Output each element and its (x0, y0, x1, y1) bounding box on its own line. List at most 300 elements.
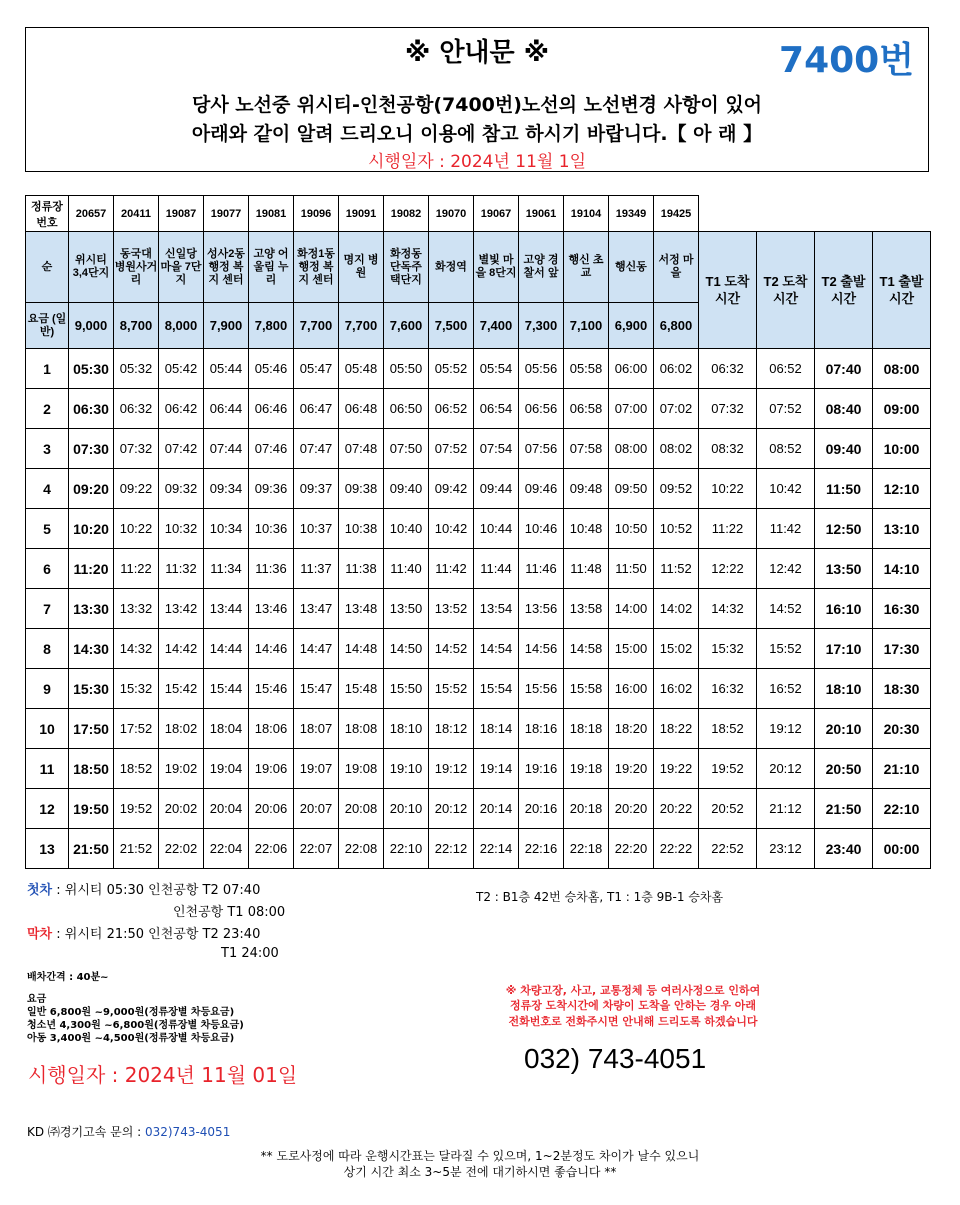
departure-time: 11:20 (69, 549, 114, 589)
stop-name: 별빛 마을 8단지 (474, 232, 519, 303)
departure-time: 11:46 (519, 549, 564, 589)
departure-time: 07:32 (114, 429, 159, 469)
stop-name: 서정 마을 (654, 232, 699, 303)
first-bus-info: 첫차 : 위시티 05:30 인천공항 T2 07:40 (27, 883, 261, 898)
departure-time: 07:42 (159, 429, 204, 469)
departure-time: 14:32 (114, 629, 159, 669)
departure-time: 20:02 (159, 789, 204, 829)
departure-time: 05:52 (429, 349, 474, 389)
departure-time: 15:54 (474, 669, 519, 709)
departure-time: 05:58 (564, 349, 609, 389)
table-row (26, 709, 931, 749)
table-row (26, 629, 931, 669)
departure-time: 15:56 (519, 669, 564, 709)
warning-line-3: 전화번호로 전화주시면 안내해 드리도록 하겠습니다 (508, 1015, 758, 1028)
stop-name: 위시티 3,4단지 (69, 232, 114, 303)
departure-time: 09:20 (69, 469, 114, 509)
departure-time: 22:10 (873, 789, 931, 829)
departure-time: 06:02 (654, 349, 699, 389)
departure-time: 12:50 (815, 509, 873, 549)
departure-time: 23:40 (815, 829, 873, 869)
departure-time: 17:30 (873, 629, 931, 669)
departure-time: 07:32 (699, 389, 757, 429)
departure-time: 18:52 (699, 709, 757, 749)
departure-time: 15:52 (757, 629, 815, 669)
fare: 7,500 (429, 303, 474, 349)
departure-time: 10:38 (339, 509, 384, 549)
departure-time: 05:48 (339, 349, 384, 389)
departure-time: 20:10 (815, 709, 873, 749)
departure-time: 22:04 (204, 829, 249, 869)
departure-time: 13:50 (815, 549, 873, 589)
departure-time: 11:50 (609, 549, 654, 589)
departure-time: 20:06 (249, 789, 294, 829)
departure-time: 06:46 (249, 389, 294, 429)
stop-id: 19067 (474, 196, 519, 232)
stop-id: 19425 (654, 196, 699, 232)
departure-time: 07:52 (429, 429, 474, 469)
departure-time: 09:42 (429, 469, 474, 509)
departure-time: 06:44 (204, 389, 249, 429)
stop-name: 행신동 (609, 232, 654, 303)
departure-time: 10:22 (699, 469, 757, 509)
departure-time: 15:32 (114, 669, 159, 709)
stop-id: 20411 (114, 196, 159, 232)
departure-time: 18:20 (609, 709, 654, 749)
departure-time: 11:36 (249, 549, 294, 589)
departure-time: 19:18 (564, 749, 609, 789)
company-phone: 032)743-4051 (144, 1125, 231, 1139)
departure-time: 21:12 (757, 789, 815, 829)
departure-time: 18:16 (519, 709, 564, 749)
trip-number: 2 (26, 389, 69, 429)
departure-time: 06:42 (159, 389, 204, 429)
departure-time: 21:52 (114, 829, 159, 869)
departure-time: 12:10 (873, 469, 931, 509)
departure-time: 14:44 (204, 629, 249, 669)
departure-time: 22:07 (294, 829, 339, 869)
stop-id: 19082 (384, 196, 429, 232)
fare: 7,900 (204, 303, 249, 349)
departure-time: 09:40 (815, 429, 873, 469)
fare-general: 일반 6,800원 ~9,000원(정류장별 차등요금) (27, 1007, 235, 1018)
departure-time: 15:48 (339, 669, 384, 709)
departure-time: 18:08 (339, 709, 384, 749)
departure-time: 07:40 (815, 349, 873, 389)
departure-time: 13:50 (384, 589, 429, 629)
stop-name: 행신 초교 (564, 232, 609, 303)
departure-time: 10:42 (429, 509, 474, 549)
departure-time: 11:22 (114, 549, 159, 589)
fare: 7,300 (519, 303, 564, 349)
notice-title: ※ 안내문 ※ (404, 38, 549, 68)
departure-time: 16:10 (815, 589, 873, 629)
departure-time: 10:46 (519, 509, 564, 549)
fare: 8,000 (159, 303, 204, 349)
fare-child: 아동 3,400원 ~4,500원(정류장별 차등요금) (27, 1033, 235, 1044)
departure-time: 13:58 (564, 589, 609, 629)
departure-time: 11:40 (384, 549, 429, 589)
departure-time: 15:46 (249, 669, 294, 709)
departure-time: 10:40 (384, 509, 429, 549)
departure-time: 14:46 (249, 629, 294, 669)
footer-effective-date: 시행일자 : 2024년 11월 01일 (28, 1063, 298, 1087)
departure-time: 10:22 (114, 509, 159, 549)
fare: 6,800 (654, 303, 699, 349)
departure-time: 14:52 (757, 589, 815, 629)
stop-name: 화정역 (429, 232, 474, 303)
company-contact: KD ㈜경기고속 문의 : 032)743-4051 (27, 1125, 231, 1139)
trip-number: 10 (26, 709, 69, 749)
stop-id-label: 정류장 번호 (26, 196, 69, 232)
last-bus-info-2: T1 24:00 (221, 946, 279, 961)
departure-time: 20:30 (873, 709, 931, 749)
empty-cell (873, 196, 931, 232)
departure-time: 20:50 (815, 749, 873, 789)
departure-time: 05:47 (294, 349, 339, 389)
departure-time: 18:14 (474, 709, 519, 749)
last-bus-info: 막차 : 위시티 21:50 인천공항 T2 23:40 (27, 927, 261, 942)
departure-time: 09:37 (294, 469, 339, 509)
stop-id: 20657 (69, 196, 114, 232)
warning-line-2: 정류장 도착시간에 차량이 도착을 안하는 경우 아래 (509, 999, 757, 1012)
departure-time: 10:52 (654, 509, 699, 549)
departure-time: 18:30 (873, 669, 931, 709)
departure-time: 14:02 (654, 589, 699, 629)
fare: 9,000 (69, 303, 114, 349)
departure-time: 20:08 (339, 789, 384, 829)
departure-time: 10:20 (69, 509, 114, 549)
departure-time: 05:32 (114, 349, 159, 389)
departure-time: 14:42 (159, 629, 204, 669)
departure-time: 05:46 (249, 349, 294, 389)
departure-time: 07:48 (339, 429, 384, 469)
departure-time: 18:02 (159, 709, 204, 749)
departure-time: 09:00 (873, 389, 931, 429)
departure-time: 22:18 (564, 829, 609, 869)
notice-box (25, 27, 929, 172)
table-row (26, 789, 931, 829)
departure-time: 15:32 (699, 629, 757, 669)
fare-youth: 청소년 4,300원 ~6,800원(정류장별 차등요금) (27, 1020, 244, 1031)
departure-time: 15:52 (429, 669, 474, 709)
trip-number: 8 (26, 629, 69, 669)
departure-time: 10:37 (294, 509, 339, 549)
fare: 7,600 (384, 303, 429, 349)
trip-number: 6 (26, 549, 69, 589)
departure-time: 00:00 (873, 829, 931, 869)
departure-time: 09:34 (204, 469, 249, 509)
departure-time: 11:38 (339, 549, 384, 589)
departure-time: 13:32 (114, 589, 159, 629)
route-number: 7400번 (779, 40, 914, 81)
trip-number: 5 (26, 509, 69, 549)
departure-time: 07:52 (757, 389, 815, 429)
departure-time: 22:16 (519, 829, 564, 869)
departure-time: 10:50 (609, 509, 654, 549)
trip-number: 3 (26, 429, 69, 469)
departure-time: 11:42 (429, 549, 474, 589)
departure-time: 05:42 (159, 349, 204, 389)
departure-time: 08:02 (654, 429, 699, 469)
stop-name: 동국대 병원사거리 (114, 232, 159, 303)
departure-time: 16:32 (699, 669, 757, 709)
departure-time: 12:42 (757, 549, 815, 589)
fare-title: 요금 (27, 994, 47, 1005)
departure-time: 18:04 (204, 709, 249, 749)
table-row (26, 829, 931, 869)
stop-name: 화정1동 행정 복지 센터 (294, 232, 339, 303)
departure-time: 14:10 (873, 549, 931, 589)
departure-time: 09:52 (654, 469, 699, 509)
interval-info: 배차간격 : 40분~ (27, 972, 109, 983)
note-line-1: ** 도로사정에 따라 운행시간표는 달라질 수 있으며, 1~2분정도 차이가 날수 있으니 (260, 1149, 700, 1163)
departure-time: 06:56 (519, 389, 564, 429)
departure-time: 19:50 (69, 789, 114, 829)
departure-time: 13:48 (339, 589, 384, 629)
departure-time: 19:52 (114, 789, 159, 829)
departure-time: 09:44 (474, 469, 519, 509)
terminal-header: T2 출발 시간 (815, 232, 873, 349)
stop-name: 성사2동 행정 복지 센터 (204, 232, 249, 303)
departure-time: 18:10 (384, 709, 429, 749)
departure-time: 20:04 (204, 789, 249, 829)
trip-number: 4 (26, 469, 69, 509)
stop-id: 19077 (204, 196, 249, 232)
departure-time: 20:18 (564, 789, 609, 829)
stop-id: 19087 (159, 196, 204, 232)
departure-time: 14:00 (609, 589, 654, 629)
fare: 7,400 (474, 303, 519, 349)
timetable (25, 195, 931, 869)
departure-time: 18:18 (564, 709, 609, 749)
departure-time: 19:22 (654, 749, 699, 789)
fare: 7,800 (249, 303, 294, 349)
departure-time: 22:22 (654, 829, 699, 869)
stop-name: 명지 병원 (339, 232, 384, 303)
notice-line-1: 당사 노선중 위시티-인천공항(7400번)노선의 노선변경 사항이 있어 (191, 94, 763, 116)
departure-time: 05:44 (204, 349, 249, 389)
departure-time: 15:44 (204, 669, 249, 709)
departure-time: 09:46 (519, 469, 564, 509)
departure-time: 11:37 (294, 549, 339, 589)
departure-time: 10:32 (159, 509, 204, 549)
departure-time: 07:00 (609, 389, 654, 429)
table-row (26, 469, 931, 509)
departure-time: 21:10 (873, 749, 931, 789)
table-row (26, 509, 931, 549)
seq-label: 순 (26, 232, 69, 303)
departure-time: 13:56 (519, 589, 564, 629)
departure-time: 19:10 (384, 749, 429, 789)
departure-time: 10:44 (474, 509, 519, 549)
departure-time: 19:20 (609, 749, 654, 789)
departure-time: 20:12 (757, 749, 815, 789)
departure-time: 20:20 (609, 789, 654, 829)
departure-time: 14:58 (564, 629, 609, 669)
table-row (26, 349, 931, 389)
departure-time: 22:02 (159, 829, 204, 869)
departure-time: 14:50 (384, 629, 429, 669)
departure-time: 05:30 (69, 349, 114, 389)
departure-time: 05:56 (519, 349, 564, 389)
departure-time: 06:48 (339, 389, 384, 429)
departure-time: 19:16 (519, 749, 564, 789)
departure-time: 20:07 (294, 789, 339, 829)
notice-line-2: 아래와 같이 알려 드리오니 이용에 참고 하시기 바랍니다.【 아 래 】 (191, 123, 763, 145)
departure-time: 21:50 (69, 829, 114, 869)
departure-time: 07:02 (654, 389, 699, 429)
departure-time: 14:32 (699, 589, 757, 629)
departure-time: 11:42 (757, 509, 815, 549)
table-row (26, 669, 931, 709)
departure-time: 13:30 (69, 589, 114, 629)
terminal-header: T2 도착 시간 (757, 232, 815, 349)
departure-time: 19:07 (294, 749, 339, 789)
departure-time: 09:50 (609, 469, 654, 509)
departure-time: 14:48 (339, 629, 384, 669)
departure-time: 19:04 (204, 749, 249, 789)
departure-time: 22:10 (384, 829, 429, 869)
departure-time: 15:02 (654, 629, 699, 669)
departure-time: 08:00 (609, 429, 654, 469)
departure-time: 10:36 (249, 509, 294, 549)
departure-time: 18:06 (249, 709, 294, 749)
departure-time: 07:30 (69, 429, 114, 469)
notice-effective-date: 시행일자 : 2024년 11월 1일 (367, 152, 586, 172)
table-row (26, 749, 931, 789)
terminal-platform-info: T2 : B1층 42번 승차홈, T1 : 1층 9B-1 승차홈 (476, 890, 724, 904)
departure-time: 22:12 (429, 829, 474, 869)
contact-phone: 032) 743-4051 (524, 1043, 707, 1074)
departure-time: 16:02 (654, 669, 699, 709)
departure-time: 19:02 (159, 749, 204, 789)
fare: 6,900 (609, 303, 654, 349)
departure-time: 12:22 (699, 549, 757, 589)
departure-time: 19:52 (699, 749, 757, 789)
departure-time: 18:22 (654, 709, 699, 749)
empty-cell (757, 196, 815, 232)
stop-id: 19061 (519, 196, 564, 232)
departure-time: 19:08 (339, 749, 384, 789)
departure-time: 13:52 (429, 589, 474, 629)
stop-name: 화정동 단독주 택단지 (384, 232, 429, 303)
departure-time: 20:14 (474, 789, 519, 829)
departure-time: 10:42 (757, 469, 815, 509)
departure-time: 15:47 (294, 669, 339, 709)
departure-time: 11:22 (699, 509, 757, 549)
departure-time: 19:06 (249, 749, 294, 789)
departure-time: 20:10 (384, 789, 429, 829)
departure-time: 15:50 (384, 669, 429, 709)
fare: 8,700 (114, 303, 159, 349)
departure-time: 08:32 (699, 429, 757, 469)
empty-cell (699, 196, 757, 232)
table-row (26, 389, 931, 429)
departure-time: 08:52 (757, 429, 815, 469)
departure-time: 06:58 (564, 389, 609, 429)
departure-time: 06:32 (699, 349, 757, 389)
fare: 7,700 (294, 303, 339, 349)
departure-time: 23:12 (757, 829, 815, 869)
departure-time: 06:00 (609, 349, 654, 389)
departure-time: 18:12 (429, 709, 474, 749)
stop-id: 19349 (609, 196, 654, 232)
departure-time: 22:14 (474, 829, 519, 869)
fare-label: 요금 (일반) (26, 303, 69, 349)
warning-line-1: ※ 차량고장, 사고, 교통정체 등 여러사정으로 인하여 (505, 984, 761, 997)
departure-time: 15:30 (69, 669, 114, 709)
departure-time: 06:50 (384, 389, 429, 429)
departure-time: 07:50 (384, 429, 429, 469)
departure-time: 17:10 (815, 629, 873, 669)
departure-time: 09:48 (564, 469, 609, 509)
departure-time: 09:38 (339, 469, 384, 509)
table-row (26, 589, 931, 629)
departure-time: 08:00 (873, 349, 931, 389)
departure-time: 09:40 (384, 469, 429, 509)
departure-time: 19:12 (429, 749, 474, 789)
departure-time: 07:56 (519, 429, 564, 469)
trip-number: 9 (26, 669, 69, 709)
departure-time: 16:52 (757, 669, 815, 709)
departure-time: 20:12 (429, 789, 474, 829)
departure-time: 22:08 (339, 829, 384, 869)
stop-name-row (26, 232, 931, 303)
departure-time: 16:00 (609, 669, 654, 709)
departure-time: 13:44 (204, 589, 249, 629)
departure-time: 21:50 (815, 789, 873, 829)
departure-time: 14:52 (429, 629, 474, 669)
departure-time: 06:47 (294, 389, 339, 429)
departure-time: 15:00 (609, 629, 654, 669)
departure-time: 15:42 (159, 669, 204, 709)
stop-name: 고양 어울림 누리 (249, 232, 294, 303)
first-bus-info-2: 인천공항 T1 08:00 (173, 905, 286, 920)
departure-time: 18:07 (294, 709, 339, 749)
departure-time: 13:46 (249, 589, 294, 629)
departure-time: 19:12 (757, 709, 815, 749)
departure-time: 18:10 (815, 669, 873, 709)
departure-time: 11:32 (159, 549, 204, 589)
fare: 7,700 (339, 303, 384, 349)
stop-id: 19091 (339, 196, 384, 232)
departure-time: 22:52 (699, 829, 757, 869)
departure-time: 09:22 (114, 469, 159, 509)
departure-time: 07:47 (294, 429, 339, 469)
departure-time: 20:22 (654, 789, 699, 829)
departure-time: 13:42 (159, 589, 204, 629)
departure-time: 05:54 (474, 349, 519, 389)
stop-id: 19081 (249, 196, 294, 232)
departure-time: 15:58 (564, 669, 609, 709)
terminal-header: T1 도착 시간 (699, 232, 757, 349)
departure-time: 05:50 (384, 349, 429, 389)
departure-time: 14:56 (519, 629, 564, 669)
departure-time: 22:06 (249, 829, 294, 869)
departure-time: 10:48 (564, 509, 609, 549)
departure-time: 09:36 (249, 469, 294, 509)
trip-number: 7 (26, 589, 69, 629)
departure-time: 10:00 (873, 429, 931, 469)
departure-time: 11:52 (654, 549, 699, 589)
departure-time: 06:32 (114, 389, 159, 429)
departure-time: 13:47 (294, 589, 339, 629)
departure-time: 06:52 (429, 389, 474, 429)
trip-number: 11 (26, 749, 69, 789)
departure-time: 11:44 (474, 549, 519, 589)
stop-id: 19070 (429, 196, 474, 232)
